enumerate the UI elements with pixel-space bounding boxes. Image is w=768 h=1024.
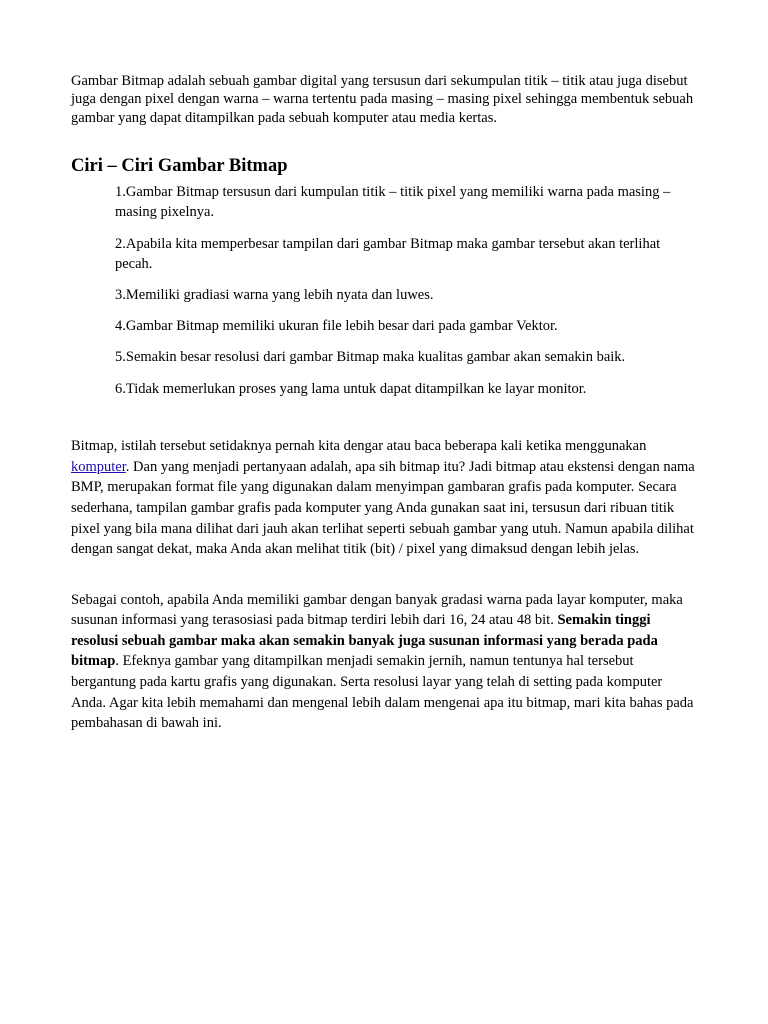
- list-item: 6.Tidak memerlukan proses yang lama untuk dapat ditampilkan ke layar monitor.: [115, 380, 587, 397]
- characteristics-list: [115, 182, 701, 399]
- list-item: 1.Gambar Bitmap tersusun dari kumpulan titik – titik pixel yang memiliki warna pada masing – masing pixelnya.: [115, 183, 671, 221]
- bitmap-explanation-paragraph: [71, 436, 699, 560]
- list-item: 3.Memiliki gradiasi warna yang lebih nyata dan luwes.: [115, 287, 434, 304]
- paragraph-text: . Efeknya gambar yang ditampilkan menjadi semakin jernih, namun tentunya hal tersebut bergantung pada kartu grafis yang digunakan. Serta resolusi layar yang telah di setting pada komputer Anda. Agar kita lebih memahami dan mengenal lebih dalam mengenai apa itu bitmap, mari kita bahas pada pembahasan di bawah ini.: [71, 653, 694, 732]
- paragraph-text: Sebagai contoh, apabila Anda memiliki gambar dengan banyak gradasi warna pada layar komputer, maka susunan informasi yang terasosiasi pada bitmap terdiri lebih dari 16, 24 atau 48 bit.: [71, 591, 683, 629]
- komputer-link[interactable]: komputer: [71, 458, 126, 475]
- paragraph-text: . Dan yang menjadi pertanyaan adalah, apa sih bitmap itu? Jadi bitmap atau ekstensi dengan nama BMP, merupakan format file yang digunakan dalam menyimpan gambaran grafis pada komputer. Secara sederhana, tampilan gambar grafis pada komputer yang Anda gunakan saat ini, tersusun dari ribuan titik pixel yang bila mana dilihat dari jauh akan terlihat seperti sebuah gambar yang utuh. Namun apabila dilihat dengan sangat dekat, maka Anda akan melihat titik (bit) / pixel yang dimaksud dengan lebih jelas.: [71, 458, 695, 558]
- intro-paragraph: Gambar Bitmap adalah sebuah gambar digital yang tersusun dari sekumpulan titik – titik atau juga disebut juga dengan pixel dengan warna – warna tertentu pada masing – masing pixel sehingga membentuk sebuah gambar yang dapat ditampilkan pada sebuah komputer atau media kertas.: [71, 73, 694, 126]
- document-page: [71, 72, 699, 734]
- section-heading: Ciri – Ciri Gambar Bitmap: [71, 155, 288, 176]
- list-item: 2.Apabila kita memperbesar tampilan dari gambar Bitmap maka gambar tersebut akan terlihat pecah.: [115, 235, 661, 273]
- bold-statement: Semakin tinggi resolusi sebuah gambar maka akan semakin banyak juga susunan informasi yang berada pada bitmap: [71, 612, 658, 670]
- list-item: 5.Semakin besar resolusi dari gambar Bitmap maka kualitas gambar akan semakin baik.: [115, 349, 626, 366]
- paragraph-text: Bitmap, istilah tersebut setidaknya pernah kita dengar atau baca beberapa kali ketika menggunakan: [71, 438, 647, 455]
- example-paragraph: [71, 590, 699, 734]
- list-item: 4.Gambar Bitmap memiliki ukuran file lebih besar dari pada gambar Vektor.: [115, 318, 558, 335]
